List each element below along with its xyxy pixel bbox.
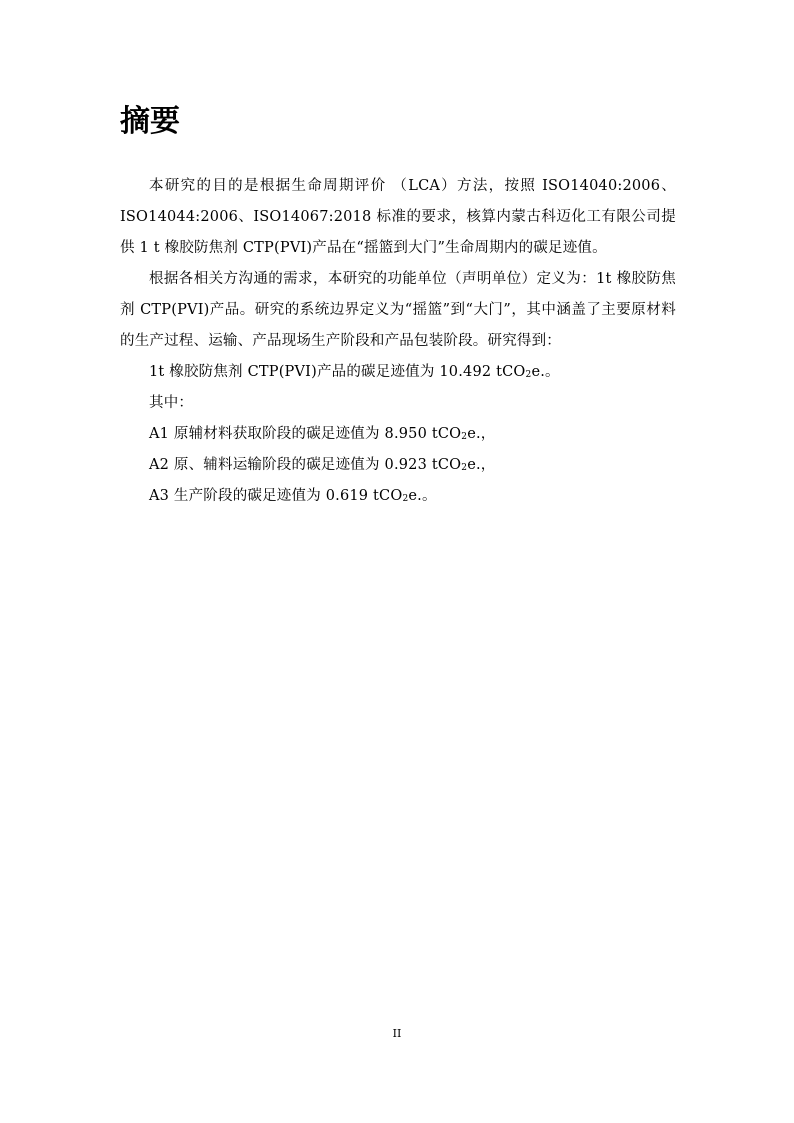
- result-total: [120, 357, 676, 388]
- stage-a1-subscript: 2: [461, 432, 468, 442]
- result-stage-a2: [120, 450, 676, 481]
- page-number: II: [392, 1027, 402, 1040]
- stage-a2-subscript: 2: [461, 463, 468, 473]
- among-label: 其中：: [149, 395, 194, 411]
- result-total-suffix: e.。: [531, 364, 560, 380]
- abstract-paragraph-purpose: 本研究的目的是根据生命周期评价 （LCA）方法，按照 ISO14040:2006、ISO14044:2006、ISO14067:2018 标准的要求，核算内蒙古科迈化工有限公司提供 1 t 橡胶防焦剂 CTP(PVI)产品在“摇篮到大门”生命周期内的碳足迹值。: [120, 178, 676, 256]
- abstract-paragraph-scope: 根据各相关方沟通的需求，本研究的功能单位（声明单位）定义为：1t 橡胶防焦剂 CTP(PVI)产品。研究的系统边界定义为“摇篮”到“大门”，其中涵盖了主要原材料的生产过程、运输、产品现场生产阶段和产品包装阶段。研究得到：: [120, 271, 676, 349]
- result-stage-a3: [120, 481, 676, 512]
- result-stage-a1: [120, 419, 676, 450]
- result-total-subscript: 2: [525, 370, 532, 380]
- stage-a3-suffix: e.。: [408, 488, 437, 504]
- stage-a2-suffix: e.，: [467, 457, 496, 473]
- stage-a3-text: A3 生产阶段的碳足迹值为 0.619 tCO: [149, 488, 403, 504]
- stage-a1-text: A1 原辅材料获取阶段的碳足迹值为 8.950 tCO: [149, 426, 462, 442]
- abstract-body: [120, 171, 676, 512]
- stage-a2-text: A2 原、辅料运输阶段的碳足迹值为 0.923 tCO: [149, 457, 462, 473]
- page-title: 摘要: [120, 104, 180, 139]
- stage-a1-suffix: e.，: [467, 426, 496, 442]
- stage-a3-subscript: 2: [402, 494, 409, 504]
- result-total-text: 1t 橡胶防焦剂 CTP(PVI)产品的碳足迹值为 10.492 tCO: [149, 364, 526, 380]
